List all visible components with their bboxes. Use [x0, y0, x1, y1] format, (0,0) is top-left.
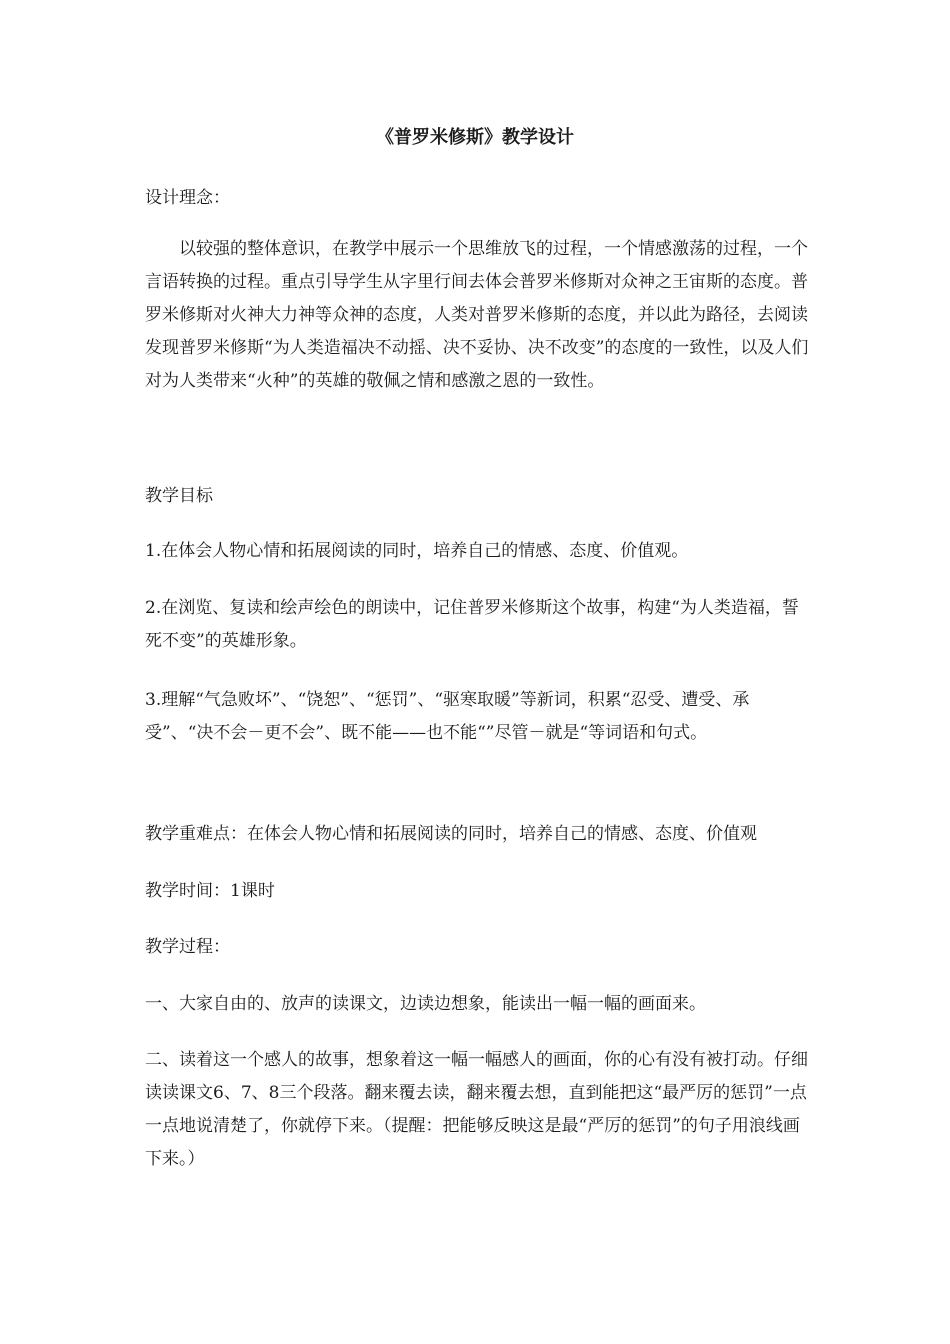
process-step-2: 二、读着这一个感人的故事，想象着这一幅一幅感人的画面，你的心有没有被打动。仔细读读课文6、7、8三个段落。翻来覆去读，翻来覆去想，直到能把这“最严厉的惩罚”一点一点地说清楚了，你就停下来。（提醒：把能够反映这是最“严厉的惩罚”的句子用浪线画下来。） — [145, 1050, 808, 1169]
goal-item-3: 3.理解“气急败坏”、“饶恕”、“惩罚”、“驱寒取暖”等新词，积累“忍受、遭受、承受”、“决不会－更不会”、既不能——也不能“”尽管－就是“等词语和句式。 — [145, 690, 750, 743]
heading-teaching-process: 教学过程： — [145, 937, 230, 957]
paragraph-design-concept: 以较强的整体意识，在教学中展示一个思维放飞的过程，一个情感激荡的过程，一个言语转换的过程。重点引导学生从字里行间去体会普罗米修斯对众神之王宙斯的态度。普罗米修斯对火神大力神等众神的态度，人类对普罗米修斯的态度，并以此为路径，去阅读发现普罗米修斯“为人类造福决不动摇、决不妥协、决不改变”的态度的一致性，以及人们对为人类带来“火种”的英雄的敬佩之情和感激之恩的一致性。 — [145, 239, 809, 391]
goal-item-1: 1.在体会人物心情和拓展阅读的同时，培养自己的情感、态度、价值观。 — [145, 541, 689, 561]
process-step-1: 一、大家自由的、放声的读课文，边读边想象，能读出一幅一幅的画面来。 — [145, 994, 706, 1014]
heading-design-concept: 设计理念： — [145, 188, 230, 208]
document-title: 《普罗米修斯》教学设计 — [376, 127, 574, 148]
goal-item-2: 2.在浏览、复读和绘声绘色的朗读中，记住普罗米修斯这个故事，构建“为人类造福，誓死不变”的英雄形象。 — [145, 598, 799, 651]
heading-teaching-goals: 教学目标 — [145, 486, 213, 506]
teaching-time: 教学时间：1课时 — [145, 881, 275, 901]
key-difficulties: 教学重难点：在体会人物心情和拓展阅读的同时，培养自己的情感、态度、价值观 — [145, 824, 757, 844]
